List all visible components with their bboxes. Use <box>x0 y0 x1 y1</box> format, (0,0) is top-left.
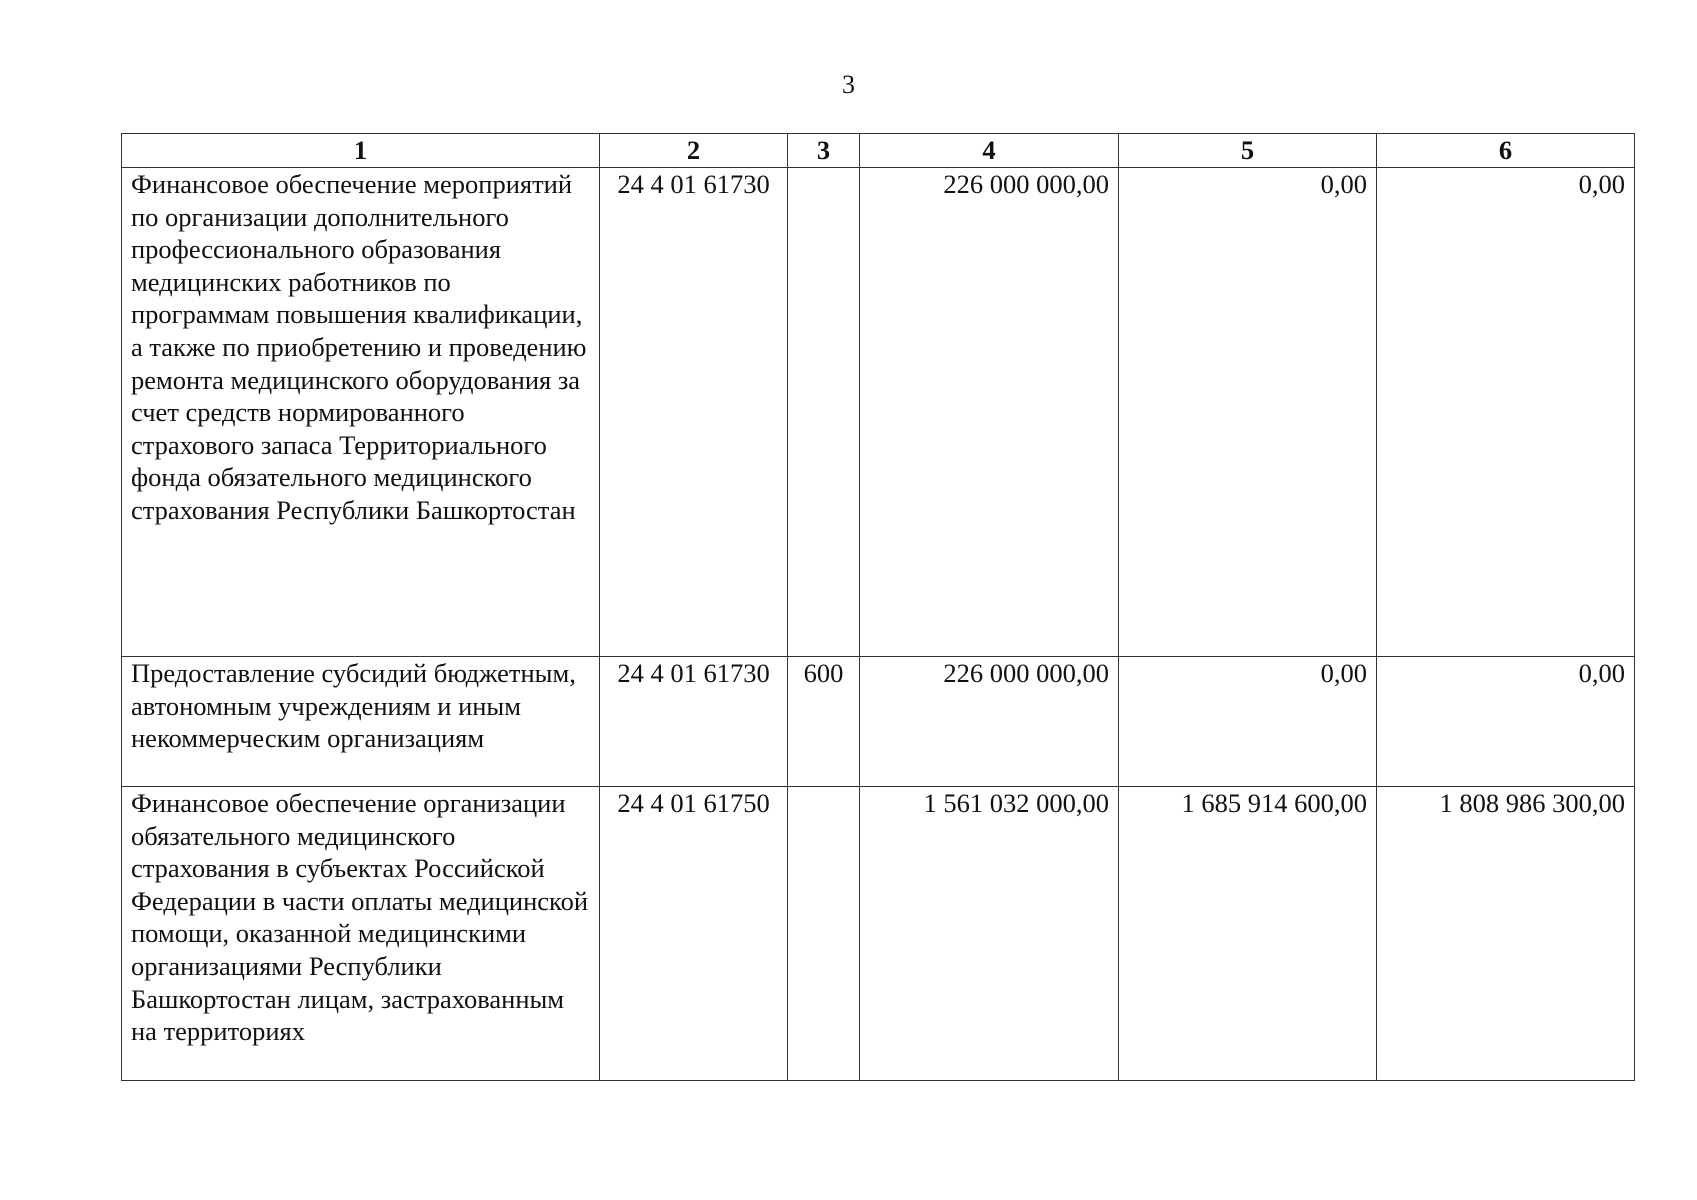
amount-year-3: 0,00 <box>1377 657 1635 787</box>
expense-name: Предоставление субсидий бюджетным, автономным учреждениям и иным некоммерческим организациям <box>122 657 600 787</box>
target-article-code: 24 4 01 61750 <box>600 787 788 1081</box>
amount-year-2: 1 685 914 600,00 <box>1119 787 1377 1081</box>
table-row <box>122 787 1635 1081</box>
target-article-code: 24 4 01 61730 <box>600 168 788 657</box>
expense-name: Финансовое обеспечение организации обязательного медицинского страхования в субъектах Российской Федерации в части оплаты медицинской помощи, оказанной медицинскими организациями Республики Башкортостан лицам, застрахованным на территориях <box>122 787 600 1081</box>
expense-name: Финансовое обеспечение мероприятий по организации дополнительного профессионального образования медицинских работников по программам повышения квалификации, а также по приобретению и проведению ремонта медицинского оборудования за счет средств нормированного страхового запаса Территориального фонда обязательного медицинского страхования Республики Башкортостан <box>122 168 600 657</box>
budget-table <box>121 133 1635 1081</box>
expense-type-code <box>788 787 860 1081</box>
amount-year-2: 0,00 <box>1119 168 1377 657</box>
amount-year-3: 0,00 <box>1377 168 1635 657</box>
table-header-row <box>122 134 1635 168</box>
page-number: 3 <box>842 70 855 99</box>
column-header-1: 1 <box>122 134 600 168</box>
column-header-6: 6 <box>1377 134 1635 168</box>
target-article-code: 24 4 01 61730 <box>600 657 788 787</box>
column-header-2: 2 <box>600 134 788 168</box>
amount-year-2: 0,00 <box>1119 657 1377 787</box>
table-row <box>122 168 1635 657</box>
amount-year-1: 226 000 000,00 <box>860 168 1119 657</box>
column-header-4: 4 <box>860 134 1119 168</box>
amount-year-1: 1 561 032 000,00 <box>860 787 1119 1081</box>
amount-year-1: 226 000 000,00 <box>860 657 1119 787</box>
expense-type-code: 600 <box>788 657 860 787</box>
column-header-5: 5 <box>1119 134 1377 168</box>
column-header-3: 3 <box>788 134 860 168</box>
table-row <box>122 657 1635 787</box>
amount-year-3: 1 808 986 300,00 <box>1377 787 1635 1081</box>
expense-type-code <box>788 168 860 657</box>
